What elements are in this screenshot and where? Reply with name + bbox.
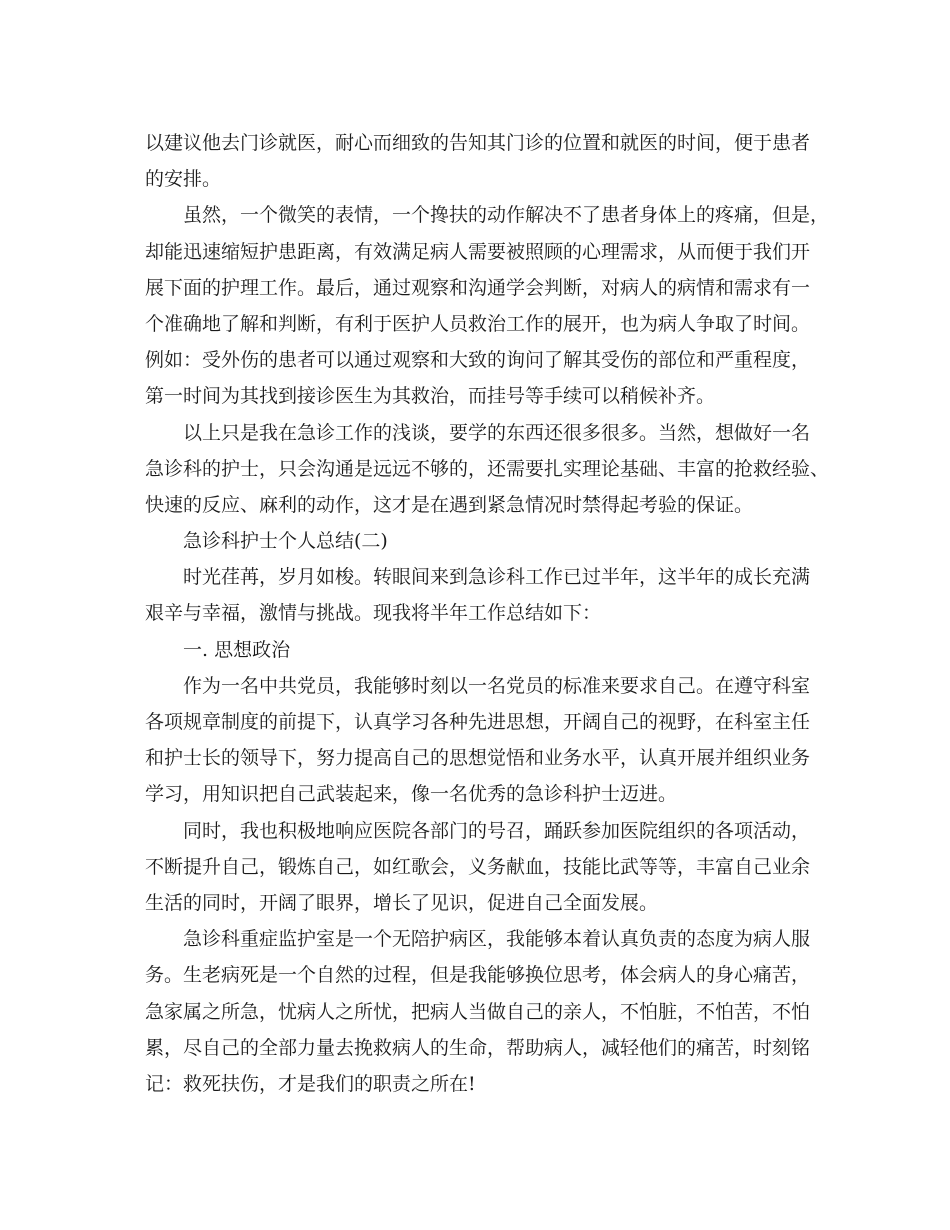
paragraph-line: 展下面的护理工作。最后，通过观察和沟通学会判断，对病人的病情和需求有一: [145, 276, 811, 299]
paragraph-line: 急诊科重症监护室是一个无陪护病区，我能够本着认真负责的态度为病人服: [183, 928, 811, 951]
paragraph-line: 时光荏苒，岁月如梭。转眼间来到急诊科工作已过半年，这半年的成长充满: [183, 566, 811, 589]
paragraph-line: 急诊科的护士，只会沟通是远远不够的，还需要扎实理论基础、丰富的抢救经验、: [145, 457, 830, 480]
paragraph-line: 务。生老病死是一个自然的过程，但是我能够换位思考，体会病人的身心痛苦，: [145, 964, 811, 987]
paragraph-line: 急家属之所急，忧病人之所忧，把病人当做自己的亲人，不怕脏，不怕苦，不怕: [145, 1000, 811, 1023]
paragraph: [145, 559, 810, 631]
paragraph-line: 以上只是我在急诊工作的浅谈，要学的东西还很多很多。当然，想做好一名: [183, 421, 811, 444]
paragraph-line: 和护士长的领导下，努力提高自己的思想觉悟和业务水平，认真开展并组织业务: [145, 747, 811, 770]
paragraph: [145, 415, 830, 524]
paragraph: [145, 632, 810, 668]
paragraph-line: 以建议他去门诊就医，耐心而细致的告知其门诊的位置和就医的时间，便于患者: [145, 132, 811, 154]
paragraph-line: 记：救死扶伤，才是我们的职责之所在!: [145, 1072, 476, 1095]
paragraph: [145, 523, 810, 559]
document-body: [145, 125, 830, 1102]
paragraph-line: 个准确地了解和判断，有利于医护人员救治工作的展开，也为病人争取了时间。: [145, 312, 811, 335]
paragraph-line: 一. 思想政治: [183, 638, 291, 661]
paragraph: [145, 125, 810, 197]
paragraph: [145, 921, 810, 1102]
paragraph-line: 却能迅速缩短护患距离，有效满足病人需要被照顾的心理需求，从而便于我们开: [145, 240, 811, 263]
paragraph-line: 例如：受外伤的患者可以通过观察和大致的询问了解其受伤的部位和严重程度，: [145, 349, 811, 372]
paragraph-line: 快速的反应、麻利的动作，这才是在遇到紧急情况时禁得起考验的保证。: [145, 493, 754, 516]
paragraph-line: 学习，用知识把自己武装起来，像一名优秀的急诊科护士迈进。: [145, 783, 678, 806]
paragraph-line: 急诊科护士个人总结(二): [183, 530, 388, 553]
paragraph-line: 各项规章制度的前提下，认真学习各种先进思想，开阔自己的视野，在科室主任: [145, 711, 811, 733]
paragraph-line: 累，尽自己的全部力量去挽救病人的生命，帮助病人，减轻他们的痛苦，时刻铭: [145, 1036, 811, 1059]
paragraph-line: 作为一名中共党员，我能够时刻以一名党员的标准来要求自己。在遵守科室: [183, 674, 811, 697]
paragraph-line: 不断提升自己，锻炼自己，如红歌会，义务献血，技能比武等等，丰富自己业余: [145, 855, 811, 878]
paragraph-line: 艰辛与幸福，激情与挑战。现我将半年工作总结如下：: [145, 602, 602, 625]
paragraph-line: 同时，我也积极地响应医院各部门的号召，踊跃参加医院组织的各项活动，: [183, 819, 811, 842]
paragraph: [145, 197, 830, 414]
paragraph-line: 生活的同时，开阔了眼界，增长了见识，促进自己全面发展。: [145, 891, 659, 914]
paragraph-line: 虽然，一个微笑的表情，一个搀扶的动作解决不了患者身体上的疼痛，但是，: [183, 204, 830, 227]
paragraph-line: 第一时间为其找到接诊医生为其救治，而挂号等手续可以稍候补齐。: [145, 385, 716, 408]
paragraph-line: 的安排。: [145, 168, 222, 191]
paragraph: [145, 668, 810, 813]
paragraph: [145, 813, 810, 922]
